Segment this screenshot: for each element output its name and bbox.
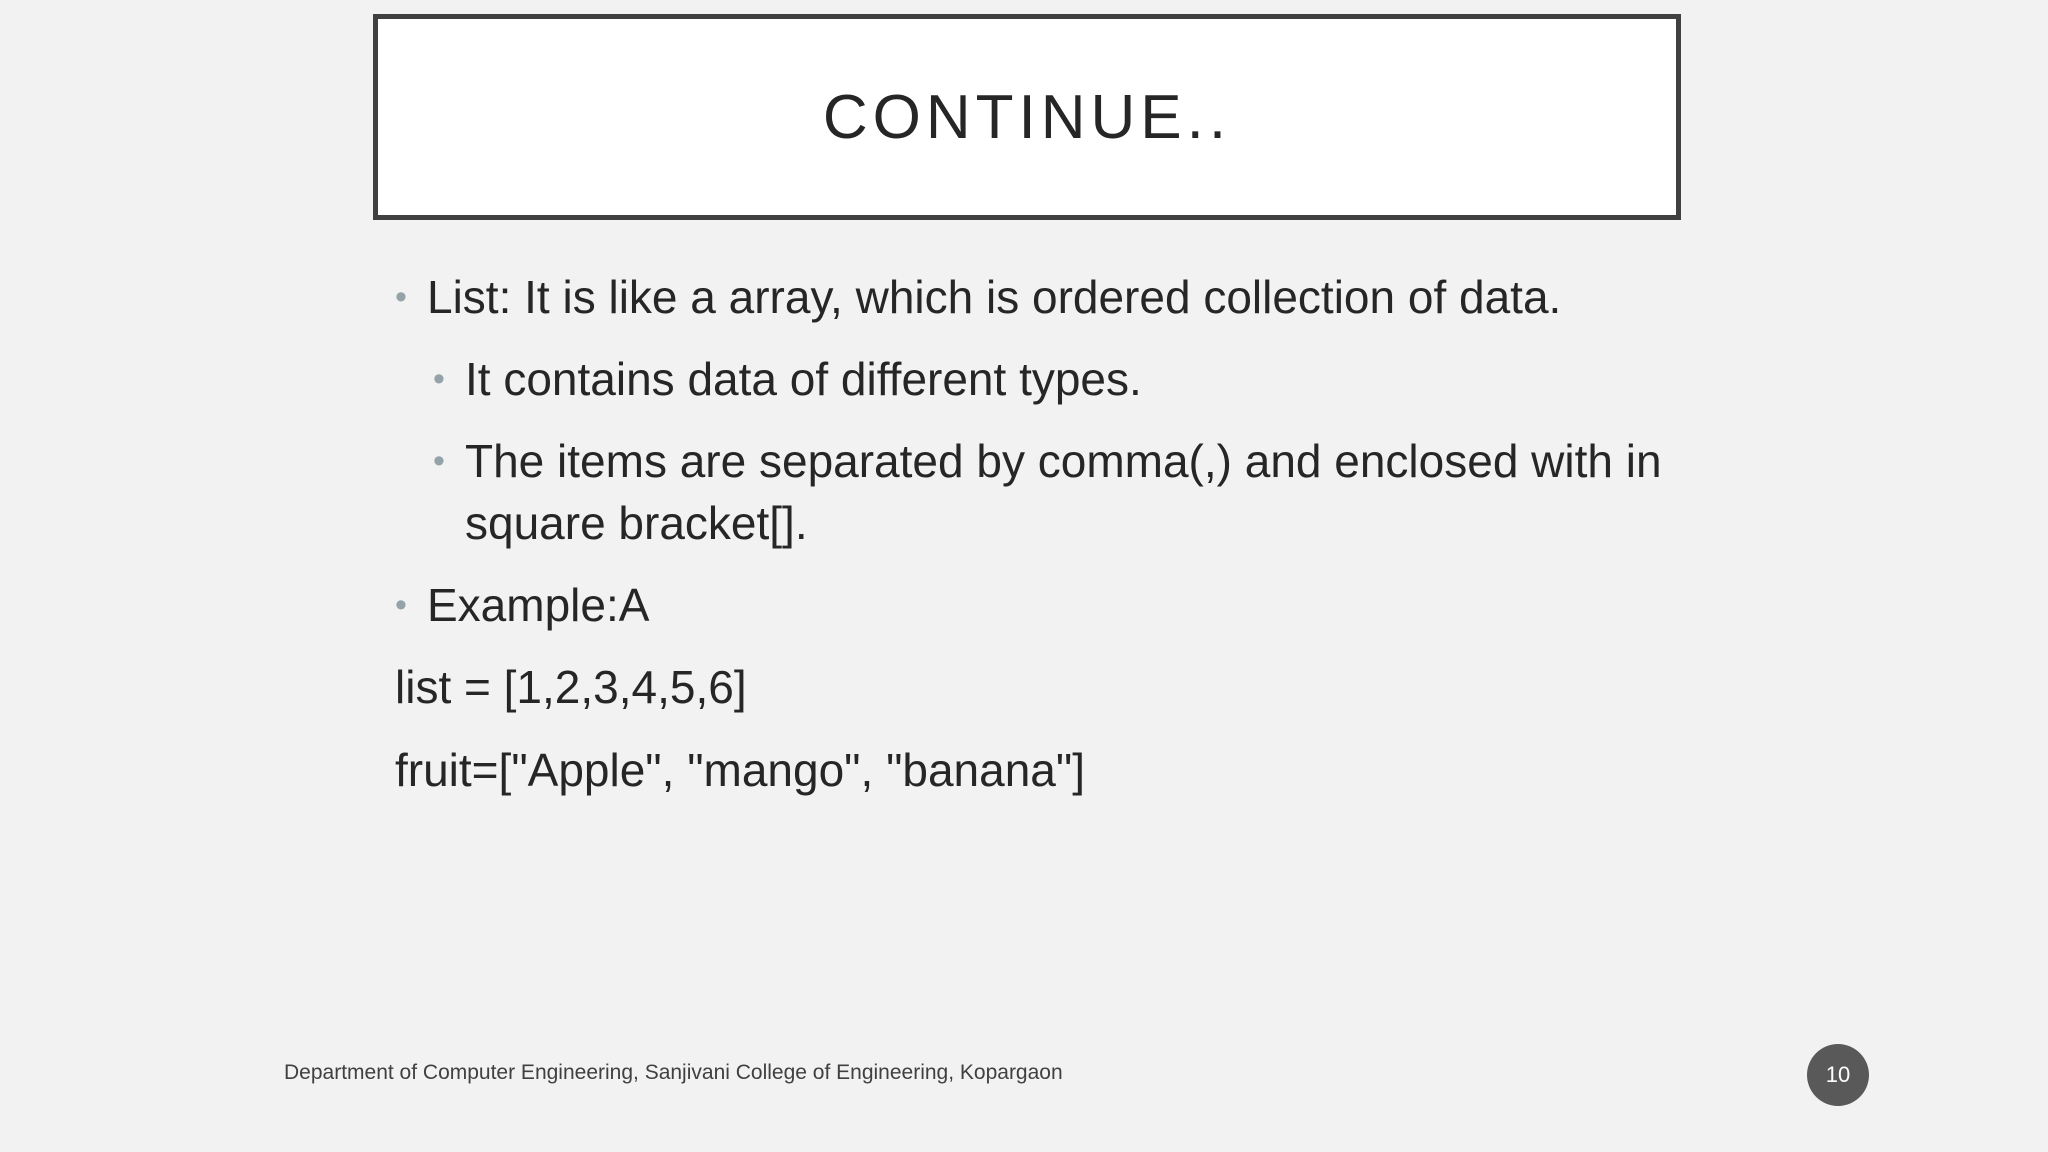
slide-title: CONTINUE.. bbox=[822, 82, 1232, 152]
bullet-text: Example:A bbox=[427, 579, 650, 631]
code-line-list: list = [1,2,3,4,5,6] bbox=[395, 661, 747, 713]
sub-bullet-item bbox=[433, 348, 1675, 410]
bullet-icon: • bbox=[395, 278, 407, 316]
bullet-text: The items are separated by comma(,) and enclosed with in square bracket[]. bbox=[465, 435, 1662, 549]
bullet-text: It contains data of different types. bbox=[465, 353, 1142, 405]
page-number-badge: 10 bbox=[1807, 1044, 1869, 1106]
bullet-text: List: It is like a array, which is ordered collection of data. bbox=[427, 271, 1562, 323]
bullet-icon: • bbox=[433, 360, 445, 398]
slide-content bbox=[395, 266, 1675, 822]
title-box bbox=[373, 14, 1681, 220]
sub-bullet-item bbox=[433, 430, 1675, 554]
bullet-item bbox=[395, 266, 1675, 328]
footer-text: Department of Computer Engineering, Sanjivani College of Engineering, Kopargaon bbox=[284, 1061, 1063, 1084]
bullet-icon: • bbox=[395, 586, 407, 624]
code-line-fruit: fruit=["Apple", "mango", "banana"] bbox=[395, 744, 1085, 796]
bullet-item bbox=[395, 574, 1675, 636]
bullet-icon: • bbox=[433, 442, 445, 480]
